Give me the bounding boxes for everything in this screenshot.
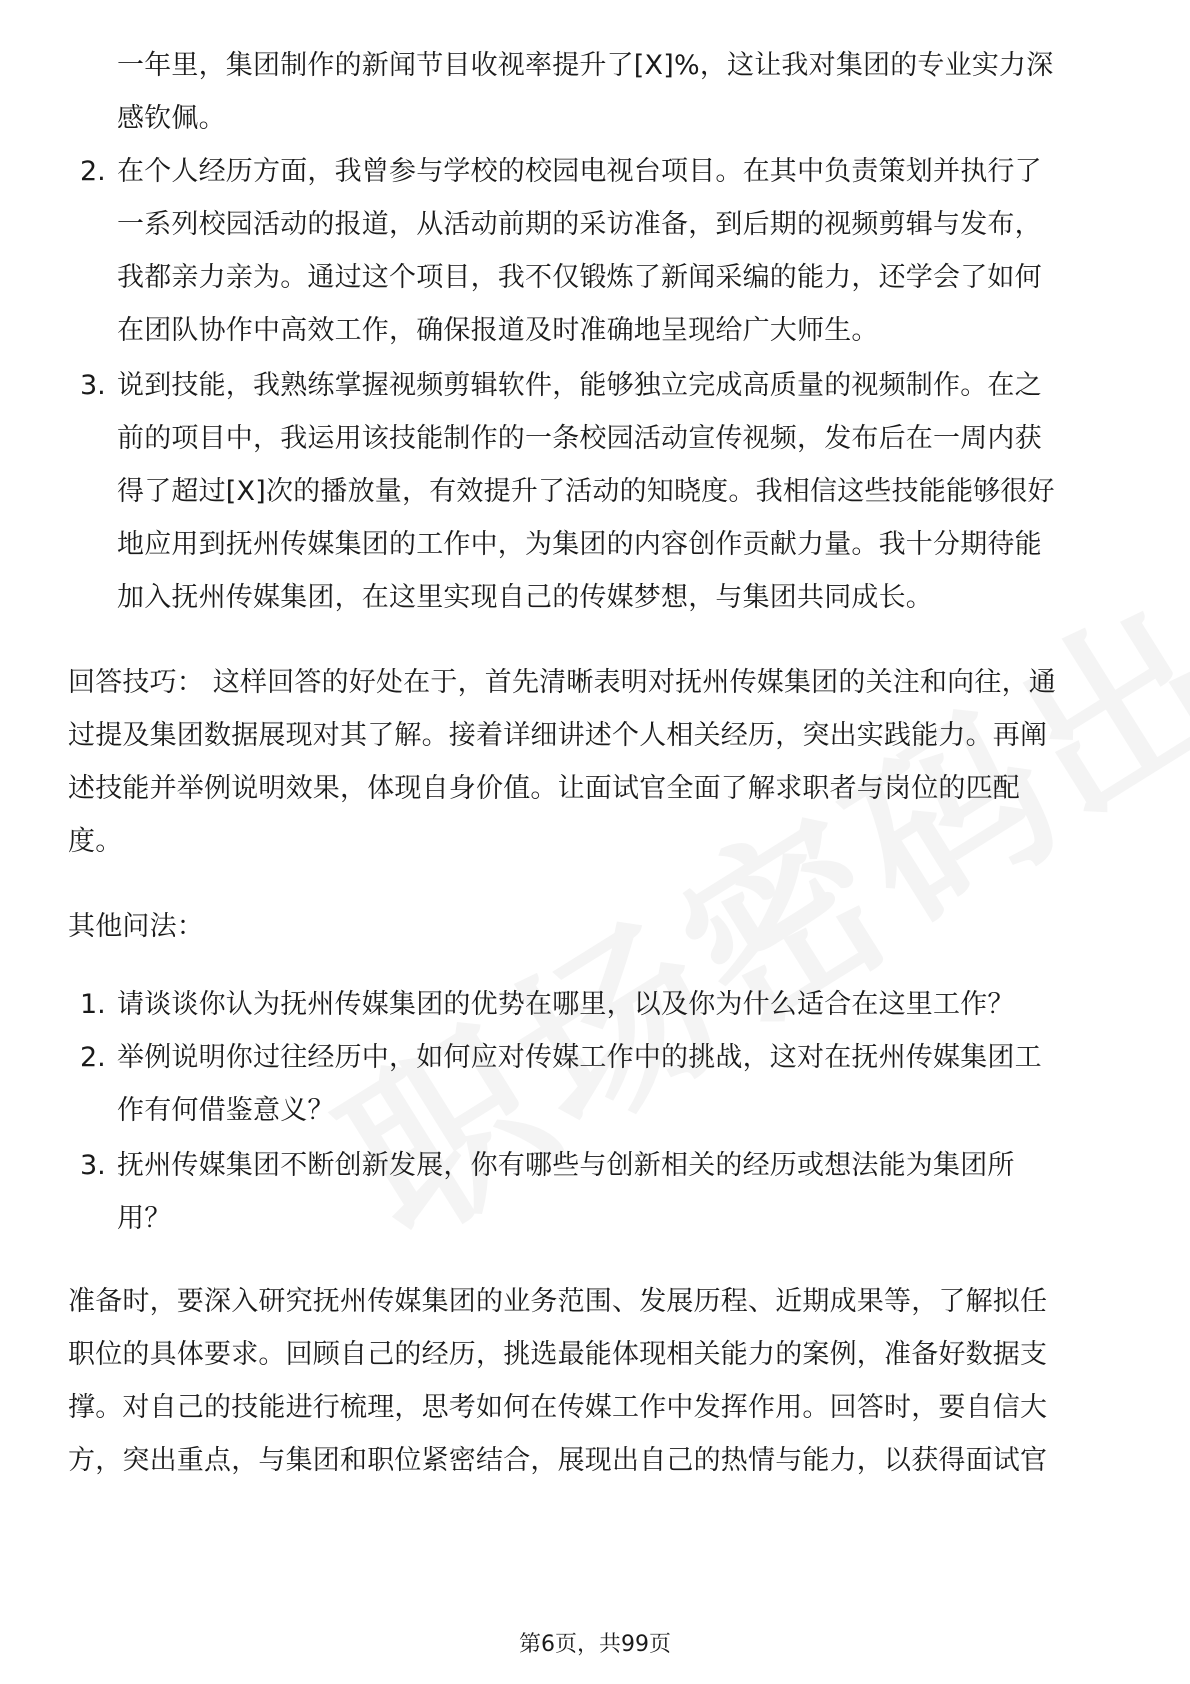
list-item-line: 在团队协作中高效工作，确保报道及时准确地呈现给广大师生。 [117,315,879,346]
tips-line: 过提及集团数据展现对其了解。接着详细讲述个人相关经历，突出实践能力。再阐 [68,720,1048,751]
page-number: 第6页，共99页 [519,1632,671,1657]
list-item-line: 说到技能，我熟练掌握视频剪辑软件，能够独立完成高质量的视频制作。在之 [117,370,1042,401]
list-number: 2. [80,1042,106,1073]
tips-line: 回答技巧： 这样回答的好处在于，首先清晰表明对抚州传媒集团的关注和向往，通 [68,667,1056,698]
paragraph-line: 一年里，集团制作的新闻节目收视率提升了[X]%，这让我对集团的专业实力深 [117,50,1054,81]
list-item-line: 我都亲力亲为。通过这个项目，我不仅锻炼了新闻采编的能力，还学会了如何 [117,262,1042,293]
prep-line: 职位的具体要求。回顾自己的经历，挑选最能体现相关能力的案例，准备好数据支 [68,1339,1048,1370]
list-item-line: 抚州传媒集团不断创新发展，你有哪些与创新相关的经历或想法能为集团所 [117,1150,1015,1181]
list-item-line: 在个人经历方面，我曾参与学校的校园电视台项目。在其中负责策划并执行了 [117,156,1042,187]
list-item-line: 地应用到抚州传媒集团的工作中，为集团的内容创作贡献力量。我十分期待能 [117,529,1042,560]
prep-line: 撑。对自己的技能进行梳理，思考如何在传媒工作中发挥作用。回答时，要自信大 [68,1392,1048,1423]
list-number: 1. [80,989,106,1020]
prep-line: 准备时，要深入研究抚州传媒集团的业务范围、发展历程、近期成果等，了解拟任 [68,1286,1048,1317]
list-item-line: 得了超过[X]次的播放量，有效提升了活动的知晓度。我相信这些技能能够很好 [117,476,1055,507]
list-number: 2. [80,156,106,187]
paragraph-line: 感钦佩。 [117,103,226,134]
list-item-line: 加入抚州传媒集团，在这里实现自己的传媒梦想，与集团共同成长。 [117,582,933,613]
prep-line: 方，突出重点，与集团和职位紧密结合，展现出自己的热情与能力，以获得面试官 [68,1445,1048,1476]
list-item-line: 请谈谈你认为抚州传媒集团的优势在哪里，以及你为什么适合在这里工作？ [117,989,1015,1020]
section-heading: 其他问法： [68,911,204,942]
list-item-line: 举例说明你过往经历中，如何应对传媒工作中的挑战，这对在抚州传媒集团工 [117,1042,1042,1073]
list-item-line: 一系列校园活动的报道，从活动前期的采访准备，到后期的视频剪辑与发布， [117,209,1042,240]
list-item-line: 前的项目中，我运用该技能制作的一条校园活动宣传视频，发布后在一周内获 [117,423,1042,454]
tips-line: 度。 [68,826,123,857]
list-number: 3. [80,370,106,401]
list-number: 3. [80,1150,106,1181]
list-item-line: 作有何借鉴意义？ [117,1095,335,1126]
tips-line: 述技能并举例说明效果，体现自身价值。让面试官全面了解求职者与岗位的匹配 [68,773,1020,804]
list-item-line: 用？ [117,1203,172,1234]
